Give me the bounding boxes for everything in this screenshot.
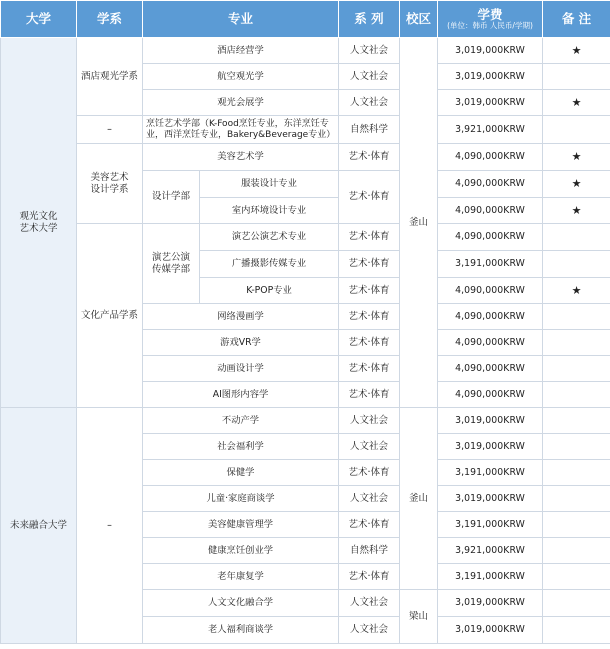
table-row <box>1 144 610 171</box>
table-row <box>1 38 610 64</box>
note-cell <box>543 304 610 330</box>
major-cell: 观光会展学 <box>143 90 339 116</box>
series-cell: 自然科学 <box>339 538 400 564</box>
series-cell: 艺术·体育 <box>339 382 400 408</box>
series-cell: 人文社会 <box>339 590 400 617</box>
note-cell <box>543 116 610 144</box>
major-cell: 保健学 <box>143 460 339 486</box>
note-cell <box>543 564 610 590</box>
header-major: 专业 <box>143 1 339 38</box>
major-cell: 社会福利学 <box>143 434 339 460</box>
series-cell: 人文社会 <box>339 38 400 64</box>
series-cell: 艺术·体育 <box>339 356 400 382</box>
major-cell: 动画设计学 <box>143 356 339 382</box>
fee-cell: 3,191,000KRW <box>438 251 543 278</box>
header-campus: 校区 <box>400 1 438 38</box>
fee-cell: 3,019,000KRW <box>438 617 543 644</box>
fee-cell: 4,090,000KRW <box>438 171 543 198</box>
note-cell <box>543 382 610 408</box>
note-star: ★ <box>543 171 610 198</box>
major-cell: 美容健康管理学 <box>143 512 339 538</box>
header-row <box>1 1 610 38</box>
series-cell: 艺术·体育 <box>339 144 400 171</box>
fee-cell: 4,090,000KRW <box>438 356 543 382</box>
series-cell: 人文社会 <box>339 486 400 512</box>
series-cell: 艺术·体育 <box>339 251 400 278</box>
campus-cell: 釜山 <box>400 408 438 590</box>
note-cell <box>543 434 610 460</box>
major-cell: 游戏VR学 <box>143 330 339 356</box>
univ-name: 观光文化 艺术大学 <box>1 38 77 408</box>
series-cell: 艺术·体育 <box>339 460 400 486</box>
campus-cell: 梁山 <box>400 590 438 644</box>
table-row <box>1 224 610 251</box>
major-cell: K-POP专业 <box>200 278 339 304</box>
fee-cell: 4,090,000KRW <box>438 278 543 304</box>
header-fee <box>438 1 543 38</box>
series-cell: 人文社会 <box>339 617 400 644</box>
note-cell <box>543 460 610 486</box>
fee-cell: 4,090,000KRW <box>438 198 543 224</box>
note-star: ★ <box>543 144 610 171</box>
note-cell <box>543 251 610 278</box>
header-note: 备 注 <box>543 1 610 38</box>
series-cell: 人文社会 <box>339 408 400 434</box>
header-fee-unit: (单位：韩币 人民币/学期) <box>447 20 533 30</box>
note-cell <box>543 356 610 382</box>
fee-cell: 3,191,000KRW <box>438 564 543 590</box>
note-cell <box>543 224 610 251</box>
major-cell: 健康烹饪创业学 <box>143 538 339 564</box>
series-cell: 艺术·体育 <box>339 278 400 304</box>
major-cell: 酒店经营学 <box>143 38 339 64</box>
note-star: ★ <box>543 38 610 64</box>
series-cell: 人文社会 <box>339 90 400 116</box>
header-univ: 大学 <box>1 1 77 38</box>
note-cell <box>543 486 610 512</box>
series-cell: 艺术·体育 <box>339 224 400 251</box>
note-star: ★ <box>543 90 610 116</box>
dept-cell: – <box>77 408 143 644</box>
major-cell: 广播摄影传媒专业 <box>200 251 339 278</box>
header-fee-label: 学费 <box>477 6 503 22</box>
major-cell: 老年康复学 <box>143 564 339 590</box>
major-cell: 服装设计专业 <box>200 171 339 198</box>
subdept-cell: 演艺公演 传媒学部 <box>143 224 200 304</box>
major-cell: 演艺公演艺术专业 <box>200 224 339 251</box>
header-dept: 学系 <box>77 1 143 38</box>
fee-cell: 3,019,000KRW <box>438 486 543 512</box>
header-series: 系 列 <box>339 1 400 38</box>
series-cell: 艺术·体育 <box>339 304 400 330</box>
fee-cell: 3,019,000KRW <box>438 38 543 64</box>
note-star: ★ <box>543 198 610 224</box>
note-cell <box>543 512 610 538</box>
fee-cell: 4,090,000KRW <box>438 144 543 171</box>
major-cell: 美容艺术学 <box>143 144 339 171</box>
campus-cell: 釜山 <box>400 38 438 408</box>
major-cell: 烹饪艺术学部（K-Food烹饪专业，东洋烹饪专业，西洋烹饪专业，Bakery&Beverage专业） <box>143 116 339 144</box>
fee-cell: 3,191,000KRW <box>438 460 543 486</box>
dept-cell: 文化产品学系 <box>77 224 143 408</box>
note-cell <box>543 408 610 434</box>
major-cell: 人文文化融合学 <box>143 590 339 617</box>
major-cell: 儿童·家庭商谈学 <box>143 486 339 512</box>
major-cell: 航空观光学 <box>143 64 339 90</box>
series-cell: 艺术·体育 <box>339 564 400 590</box>
major-cell: AI图形内容学 <box>143 382 339 408</box>
fee-cell: 3,019,000KRW <box>438 434 543 460</box>
major-cell: 室内环境设计专业 <box>200 198 339 224</box>
fee-cell: 3,921,000KRW <box>438 116 543 144</box>
fee-cell: 4,090,000KRW <box>438 382 543 408</box>
fee-cell: 4,090,000KRW <box>438 304 543 330</box>
dept-cell: 美容艺术 设计学系 <box>77 144 143 224</box>
dept-cell: 酒店观光学系 <box>77 38 143 116</box>
table-row <box>1 408 610 434</box>
note-star: ★ <box>543 278 610 304</box>
subdept-cell: 设计学部 <box>143 171 200 224</box>
note-cell <box>543 538 610 564</box>
fee-cell: 3,191,000KRW <box>438 512 543 538</box>
series-cell: 人文社会 <box>339 434 400 460</box>
major-cell: 不动产学 <box>143 408 339 434</box>
major-cell: 网络漫画学 <box>143 304 339 330</box>
note-cell <box>543 590 610 617</box>
fee-cell: 3,019,000KRW <box>438 64 543 90</box>
note-cell <box>543 330 610 356</box>
fee-cell: 3,019,000KRW <box>438 90 543 116</box>
univ-name: 未来融合大学 <box>1 408 77 644</box>
series-cell: 艺术·体育 <box>339 171 400 224</box>
dept-cell: – <box>77 116 143 144</box>
fee-cell: 3,019,000KRW <box>438 408 543 434</box>
note-cell <box>543 64 610 90</box>
fee-cell: 3,921,000KRW <box>438 538 543 564</box>
note-cell <box>543 617 610 644</box>
major-cell: 老人福利商谈学 <box>143 617 339 644</box>
series-cell: 人文社会 <box>339 64 400 90</box>
series-cell: 艺术·体育 <box>339 330 400 356</box>
fee-cell: 3,019,000KRW <box>438 590 543 617</box>
table-row <box>1 116 610 144</box>
series-cell: 艺术·体育 <box>339 512 400 538</box>
fee-cell: 4,090,000KRW <box>438 224 543 251</box>
series-cell: 自然科学 <box>339 116 400 144</box>
fee-cell: 4,090,000KRW <box>438 330 543 356</box>
